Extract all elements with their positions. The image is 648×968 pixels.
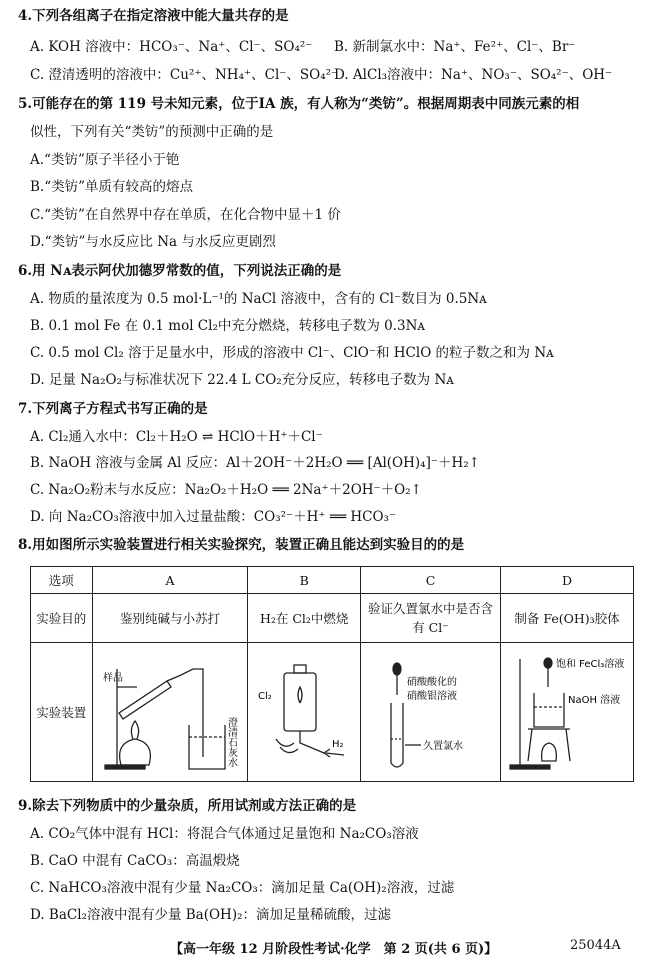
q5-stem-line1: 5.可能存在的第 119 号未知元素，位于ⅠA 族，有人称为“类钫”。根据周期表中同族元素的相 [18,96,580,112]
q6-option-c: C. 0.5 mol Cl₂ 溶于足量水中，形成的溶液中 Cl⁻、ClO⁻和 HClO 的粒子数之和为 Nᴀ [30,345,554,361]
apparatus-a [92,643,248,782]
label-h2: H₂ [332,738,344,750]
header-b: B [248,567,361,594]
label-cl2: Cl₂ [258,690,272,702]
q9-option-b: B. CaO 中混有 CaCO₃：高温煅烧 [30,853,240,869]
label-sample: 样品 [102,672,123,684]
q7-option-a: A. Cl₂通入水中：Cl₂＋H₂O ⇌ HClO＋H⁺＋Cl⁻ [30,429,323,445]
header-option: 选项 [31,567,93,594]
q7-stem: 7.下列离子方程式书写正确的是 [18,401,208,417]
q9-option-d: D. BaCl₂溶液中混有少量 Ba(OH)₂：滴加足量稀硫酸，过滤 [30,907,391,923]
apparatus-b [248,643,361,782]
apparatus-d-drawing [504,647,630,775]
q4-option-c: C. 澄清透明的溶液中：Cu²⁺、NH₄⁺、Cl⁻、SO₄²⁻ [30,67,339,83]
q7-option-c: C. Na₂O₂粉末与水反应：Na₂O₂＋H₂O ══ 2Na⁺＋2OH⁻＋O₂↑ [30,482,422,498]
label-agno3-line2: 硝酸银溶液 [406,690,457,702]
q4-option-d: D. AlCl₃溶液中：Na⁺、NO₃⁻、SO₄²⁻、OH⁻ [334,67,613,83]
purpose-b: H₂在 Cl₂中燃烧 [248,594,361,643]
q8-experiment-table [30,566,634,782]
device-label: 实验装置 [31,643,93,782]
purpose-label: 实验目的 [31,594,93,643]
apparatus-a-drawing [97,647,243,775]
q5-option-c: C.“类钫”在自然界中存在单质，在化合物中显＋1 价 [30,207,341,223]
q5-option-a: A.“类钫”原子半径小于铯 [30,152,180,168]
label-naoh: NaOH 溶液 [568,694,621,706]
label-fecl3: 饱和 FeCl₃溶液 [556,658,625,670]
purpose-c: 验证久置氯水中是否含有 Cl⁻ [361,594,501,643]
apparatus-b-drawing [254,647,354,775]
label-agno3-line1: 硝酸酸化的 [406,676,457,688]
q4-stem: 4.下列各组离子在指定溶液中能大量共存的是 [18,8,289,24]
q8-stem: 8.用如图所示实验装置进行相关实验探究，装置正确且能达到实验目的的是 [18,537,465,553]
label-limewater: 澄清石灰水 [225,716,237,767]
page-footer: 【高一年级 12 月阶段性考试·化学 第 2 页(共 6 页)】 [170,942,498,957]
table-device-row [31,643,634,782]
q6-option-b: B. 0.1 mol Fe 在 0.1 mol Cl₂中充分燃烧，转移电子数为 0.3Nᴀ [30,318,426,334]
q7-option-b: B. NaOH 溶液与金属 Al 反应：Al＋2OH⁻＋2H₂O ══ [Al(OH)₄]⁻＋H₂↑ [30,455,480,471]
q5-stem-line2: 似性，下列有关“类钫”的预测中正确的是 [30,124,274,140]
header-c: C [361,567,501,594]
table-header-row [31,567,634,594]
apparatus-c [361,643,501,782]
q6-stem: 6.用 Nᴀ表示阿伏加德罗常数的值，下列说法正确的是 [18,263,342,279]
q6-option-a: A. 物质的量浓度为 0.5 mol·L⁻¹的 NaCl 溶液中，含有的 Cl⁻数目为 0.5Nᴀ [30,291,487,307]
q9-option-c: C. NaHCO₃溶液中混有少量 Na₂CO₃：滴加足量 Ca(OH)₂溶液，过滤 [30,880,455,896]
header-a: A [92,567,248,594]
header-d: D [501,567,634,594]
label-aged-chlorine-water: 久置氯水 [422,740,463,752]
purpose-d: 制备 Fe(OH)₃胶体 [501,594,634,643]
q9-stem: 9.除去下列物质中的少量杂质，所用试剂或方法正确的是 [18,798,357,814]
apparatus-d [501,643,634,782]
q9-option-a: A. CO₂气体中混有 HCl：将混合气体通过足量饱和 Na₂CO₃溶液 [30,826,419,842]
q4-option-b: B. 新制氯水中：Na⁺、Fe²⁺、Cl⁻、Br⁻ [334,39,576,55]
q5-option-d: D.“类钫”与水反应比 Na 与水反应更剧烈 [30,234,276,250]
q5-option-b: B.“类钫”单质有较高的熔点 [30,179,194,195]
apparatus-c-drawing [367,647,495,775]
table-purpose-row [31,594,634,643]
paper-code: 25044A [570,938,621,953]
q6-option-d: D. 足量 Na₂O₂与标准状况下 22.4 L CO₂充分反应，转移电子数为 Nᴀ [30,372,454,388]
q4-option-a: A. KOH 溶液中：HCO₃⁻、Na⁺、Cl⁻、SO₄²⁻ [30,39,313,55]
purpose-a: 鉴别纯碱与小苏打 [92,594,248,643]
q7-option-d: D. 向 Na₂CO₃溶液中加入过量盐酸：CO₃²⁻＋H⁺ ══ HCO₃⁻ [30,509,397,525]
